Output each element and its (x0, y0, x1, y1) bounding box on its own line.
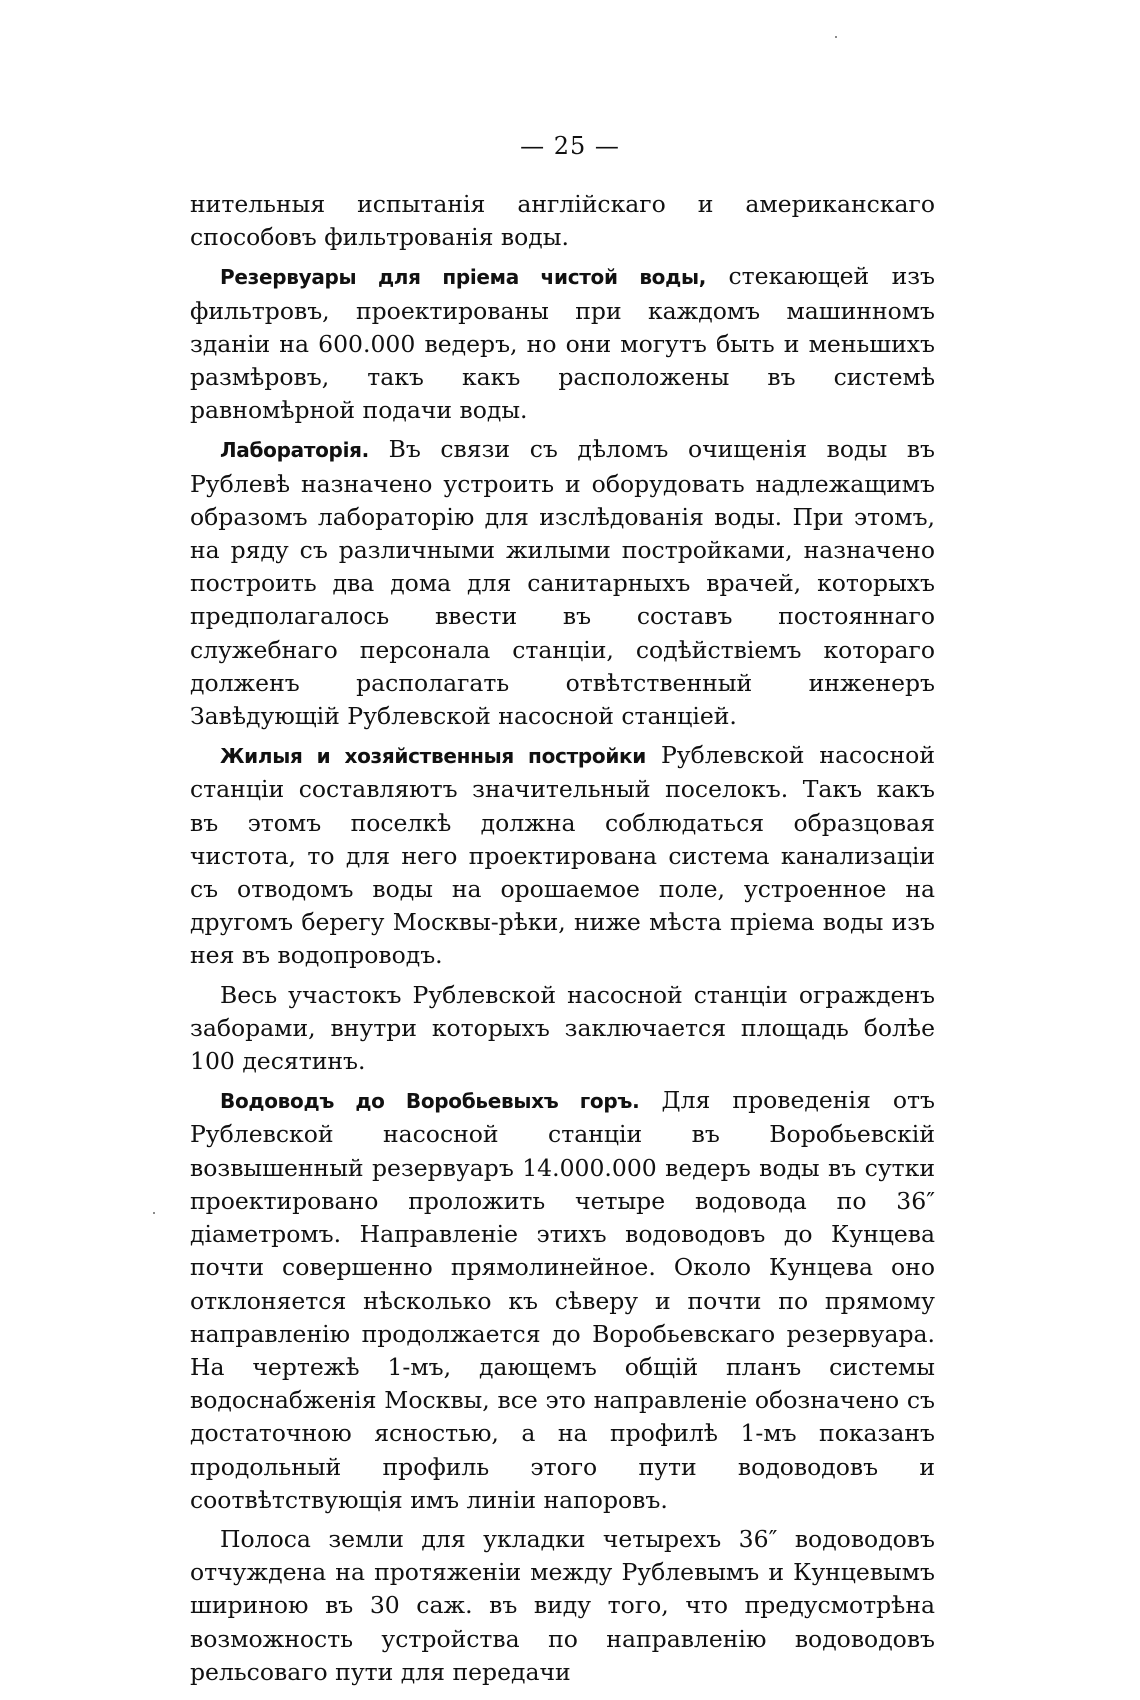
paragraph-buildings (190, 739, 935, 972)
section-heading-reservoirs: Резервуары для пріема чистой воды, (220, 265, 707, 290)
body-text (190, 188, 935, 1695)
paragraph-continuation (190, 188, 935, 254)
paragraph-text: Для проведенія отъ Рублевской насосной станціи въ Воробьевскій возвышенный резервуаръ 14.000.000 ведеръ воды въ сутки проектировано проложить четыре водовода по 36″ діаметромъ. Направленіе этихъ водоводовъ до Кунцева почти совершенно прямолинейное. Около Кунцева оно отклоняется нѣсколько къ сѣверу и почти по прямому направленію продолжается до Воробьевскаго резервуара. На чертежѣ 1-мъ, дающемъ общій планъ системы водоснабженія Москвы, все это направленіе обозначено съ достаточною ясностью, а на профилѣ 1-мъ показанъ продольный профиль этого пути водоводовъ и соотвѣтствующія имъ линіи напоровъ. (190, 1086, 935, 1514)
section-heading-buildings: Жилыя и хозяйственныя постройки (220, 744, 647, 769)
paragraph-reservoirs (190, 260, 935, 427)
paragraph-water-main (190, 1084, 935, 1517)
paragraph-text: Въ связи съ дѣломъ очищенія воды въ Рублевѣ назначено устроить и оборудовать надлежащимъ образомъ лабораторію для изслѣдованія воды. При этомъ, на ряду съ различными жилыми постройками, назначено построить два дома для санитарныхъ врачей, которыхъ предполагалось ввести въ составъ постояннаго служебнаго персонала станціи, содѣйствіемъ котораго долженъ располагать отвѣтственный инженеръ Завѣдующій Рублевской насосной станціей. (190, 435, 935, 731)
paragraph-text: нительныя испытанія англійскаго и американскаго способовъ фильтрованія воды. (190, 190, 935, 252)
paragraph-laboratory (190, 433, 935, 733)
section-heading-laboratory: Лабораторія. (220, 438, 369, 463)
paragraph-text: Весь участокъ Рублевской насосной станціи огражденъ заборами, внутри которыхъ заключается площадь болѣе 100 десятинъ. (190, 980, 935, 1076)
scan-speck (153, 1212, 155, 1214)
page-number: — 25 — (520, 132, 620, 160)
paragraph-land-strip (190, 1523, 935, 1689)
section-heading-water-main: Водоводъ до Воробьевыхъ горъ. (220, 1089, 640, 1114)
scan-speck (835, 36, 837, 38)
paragraph-site-area (190, 979, 935, 1079)
paragraph-text: стекающей изъ фильтровъ, проектированы при каждомъ машинномъ зданіи на 600.000 ведеръ, но они могутъ быть и меньшихъ размѣровъ, такъ какъ расположены въ системѣ равномѣрной подачи воды. (190, 262, 936, 425)
paragraph-text: Рублевской насосной станціи составляютъ значительный поселокъ. Такъ какъ въ этомъ поселкѣ должна соблюдаться образцовая чистота, то для него проектирована система канализаціи съ отводомъ воды на орошаемое поле, устроенное на другомъ берегу Москвы-рѣки, ниже мѣста пріема воды изъ нея въ водопроводъ. (190, 741, 935, 970)
paragraph-text: Полоса земли для укладки четырехъ 36″ водоводовъ отчуждена на протяженіи между Рублевымъ и Кунцевымъ шириною въ 30 саж. въ виду того, что предусмотрѣна возможность устройства по направленію водоводовъ рельсоваго пути для передачи (190, 1524, 935, 1686)
